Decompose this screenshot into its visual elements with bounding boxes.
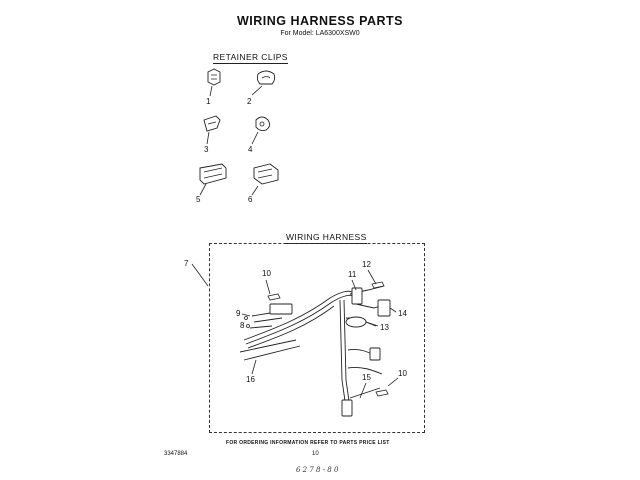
clip-6 [252,164,278,195]
ordering-note: FOR ORDERING INFORMATION REFER TO PARTS PRICE LIST [226,440,390,446]
callout-8: 8 [240,321,245,330]
bottom-connector [342,400,352,416]
terminal-block-left [270,304,292,314]
callout-10-top: 10 [262,269,271,278]
callout-15: 15 [362,373,371,382]
clip-2 [252,71,275,95]
callout-13: 13 [380,323,389,332]
callout-6: 6 [248,195,253,204]
connector-13 [346,317,366,327]
callout-11: 11 [348,270,357,279]
model-subtitle: For Model: LA6300XSW0 [280,30,360,37]
clip-3 [204,116,220,144]
callout-12: 12 [362,260,371,269]
callout-7: 7 [184,259,189,268]
callout-10-bottom: 10 [398,369,407,378]
clip-5 [200,164,226,195]
callout-14: 14 [398,309,407,318]
clip-4 [252,117,270,144]
connector-14 [378,300,390,316]
callout-2: 2 [247,97,252,106]
lower-connector-a [370,348,380,360]
callout-7-leader [192,264,208,286]
wiring-harness-assembly [240,282,390,416]
clip-1 [208,69,220,96]
callout-16: 16 [246,375,255,384]
page-number: 10 [312,451,319,457]
callout-3: 3 [204,145,209,154]
retainer-clips-heading: RETAINER CLIPS [213,52,288,62]
callout-5: 5 [196,195,201,204]
wiring-harness-heading: WIRING HARNESS [286,232,367,242]
document-number: 3347884 [164,451,188,457]
callout-9: 9 [236,309,241,318]
handwritten-note: 6 2 7 8 - 8 0 [296,466,339,474]
callout-1: 1 [206,97,211,106]
callout-4: 4 [248,145,253,154]
connector-11 [352,288,362,304]
page-title: WIRING HARNESS PARTS [236,14,404,28]
